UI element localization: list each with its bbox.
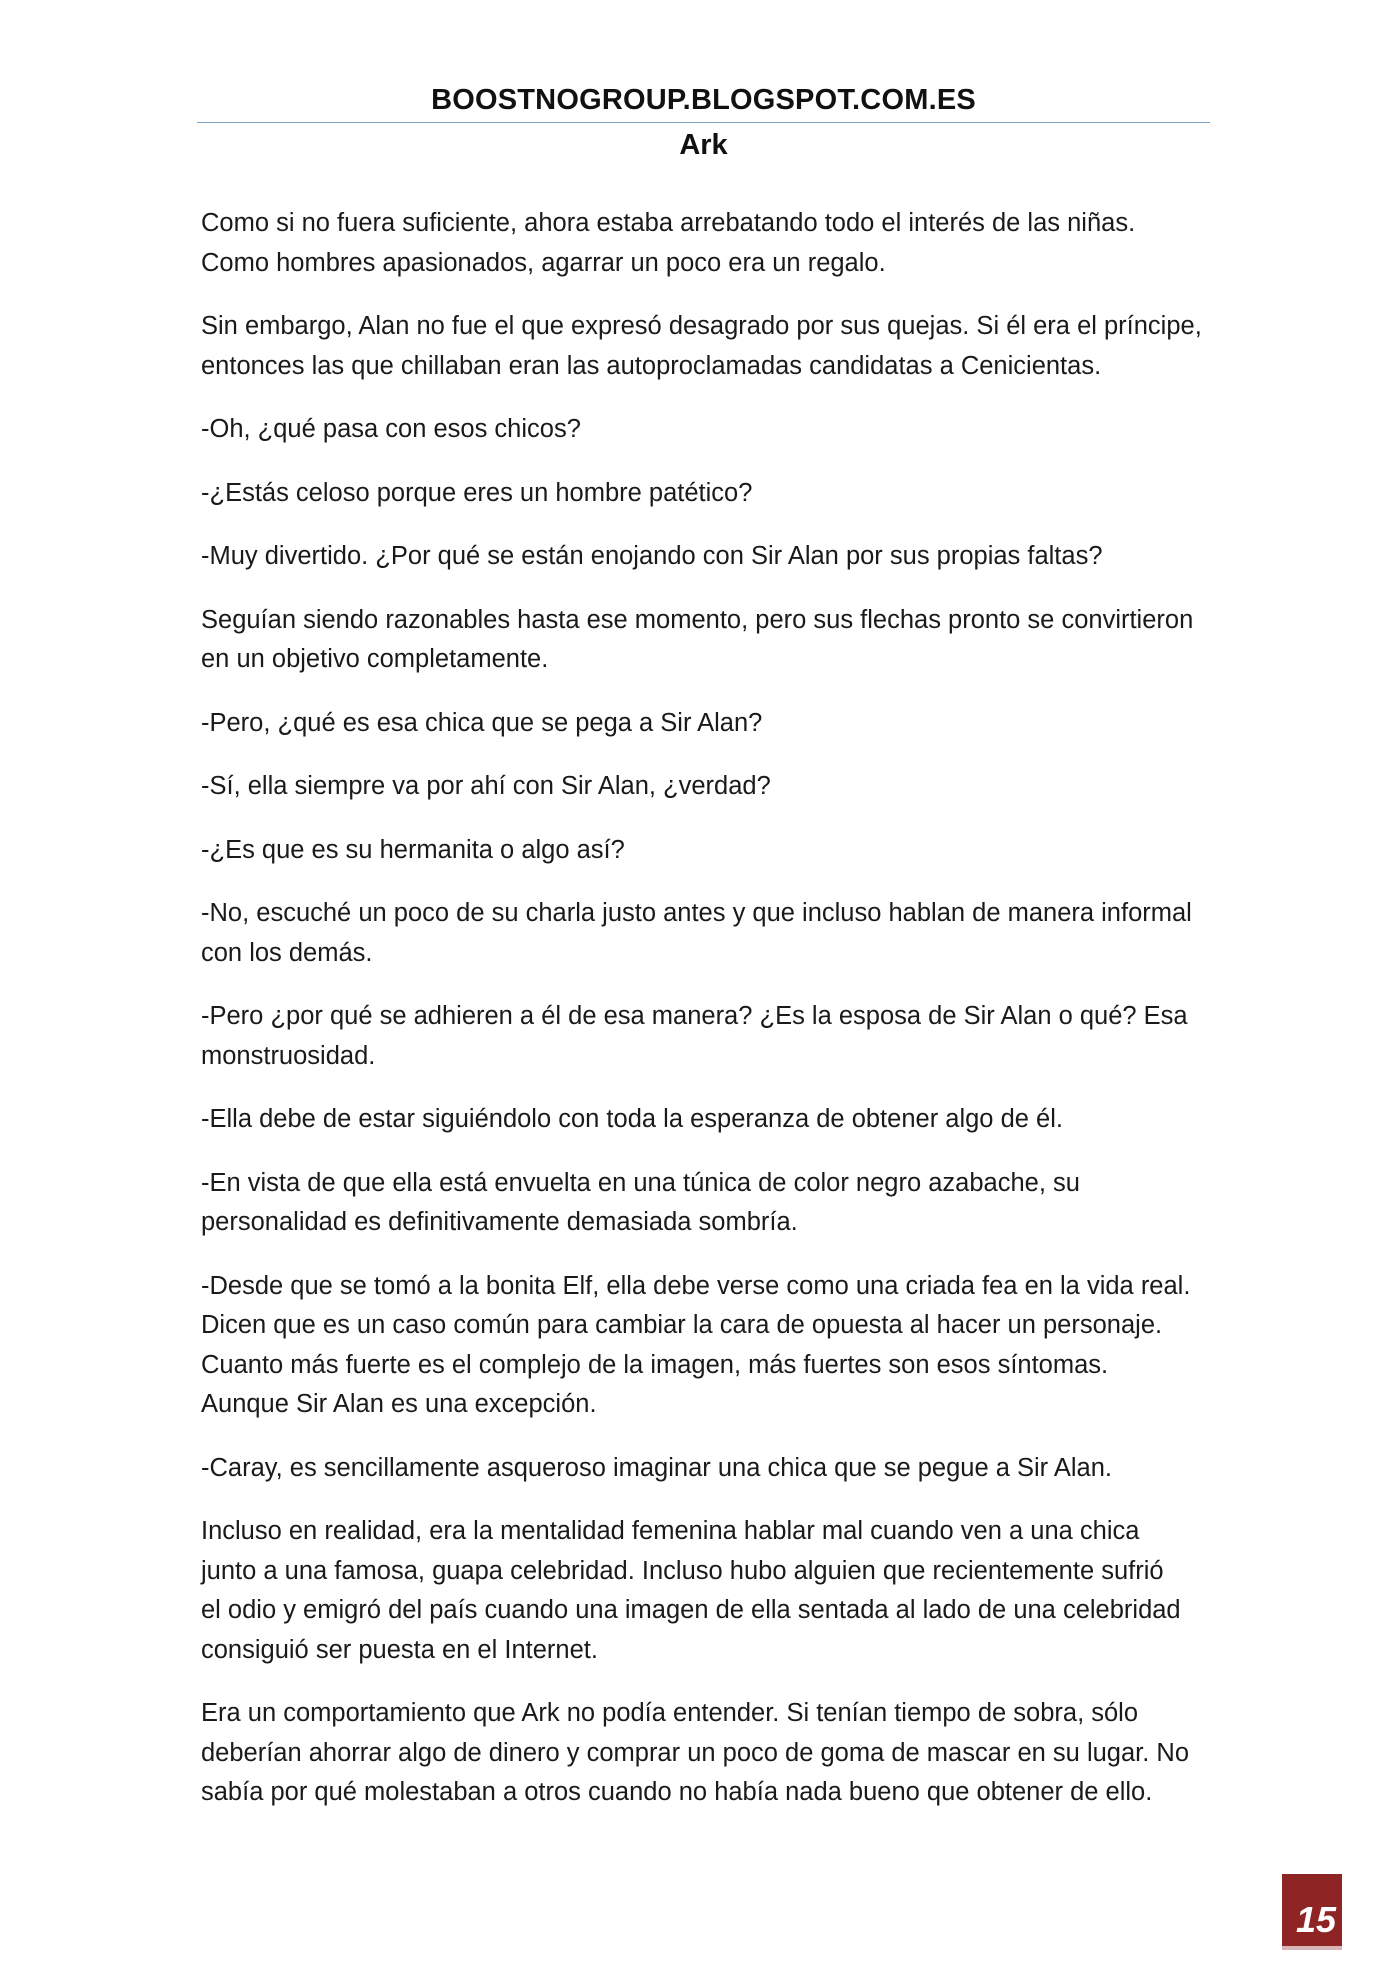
page-number: 15 <box>1295 1899 1336 1940</box>
page-body <box>201 204 1211 1837</box>
paragraph: -Pero, ¿qué es esa chica que se pega a Sir Alan? <box>201 708 763 737</box>
paragraph: -En vista de que ella está envuelta en una túnica de color negro azabache, su personalidad es definitivamente demasiada sombría. <box>201 1168 1080 1236</box>
paragraph: -Oh, ¿qué pasa con esos chicos? <box>201 415 581 443</box>
paragraph: -Pero ¿por qué se adhieren a él de esa manera? ¿Es la esposa de Sir Alan o qué? Esa monstruosidad. <box>201 1002 1188 1070</box>
paragraph: -Muy divertido. ¿Por qué se están enojando con Sir Alan por sus propias faltas? <box>201 542 1103 570</box>
paragraph: -No, escuché un poco de su charla justo antes y que incluso hablan de manera informal con los demás. <box>201 899 1192 967</box>
paragraph: -Desde que se tomó a la bonita Elf, ella debe verse como una criada fea en la vida real. Dicen que es un caso común para cambiar la cara de opuesta al hacer un personaje. Cuanto más fuerte es el complejo de la imagen, más fuertes son esos síntomas. Aunque Sir Alan es una excepción. <box>201 1271 1191 1418</box>
paragraph: -Caray, es sencillamente asqueroso imaginar una chica que se pegue a Sir Alan. <box>201 1453 1112 1482</box>
site-title: BOOSTNOGROUP.BLOGSPOT.COM.ES <box>431 84 976 116</box>
paragraph: -Ella debe de estar siguiéndolo con toda la esperanza de obtener algo de él. <box>201 1105 1063 1133</box>
paragraph: Como si no fuera suficiente, ahora estaba arrebatando todo el interés de las niñas. Como hombres apasionados, agarrar un poco era un regalo. <box>201 209 1136 277</box>
paragraph: Sin embargo, Alan no fue el que expresó desagrado por sus quejas. Si él era el príncipe, entonces las que chillaban eran las autoproclamadas candidatas a Cenicientas. <box>201 312 1202 380</box>
paragraph: -Sí, ella siempre va por ahí con Sir Alan, ¿verdad? <box>201 772 771 800</box>
paragraph: Era un comportamiento que Ark no podía entender. Si tenían tiempo de sobra, sólo deberían ahorrar algo de dinero y comprar un poco de goma de mascar en su lugar. No sabía por qué molestaban a otros cuando no había nada bueno que obtener de ello. <box>201 1699 1190 1806</box>
page-number-badge <box>1282 1874 1342 1950</box>
paragraph: Seguían siendo razonables hasta ese momento, pero sus flechas pronto se convirtieron en un objetivo completamente. <box>201 605 1194 673</box>
paragraph: Incluso en realidad, era la mentalidad femenina hablar mal cuando ven a una chica junto a una famosa, guapa celebridad. Incluso hubo alguien que recientemente sufrió el odio y emigró del país cuando una imagen de ella sentada al lado de una celebridad consiguió ser puesta en el Internet. <box>201 1517 1181 1664</box>
page-header <box>197 82 1210 163</box>
header-divider <box>197 122 1210 123</box>
book-title: Ark <box>679 129 728 161</box>
paragraph: -¿Es que es su hermanita o algo así? <box>201 835 625 864</box>
paragraph: -¿Estás celoso porque eres un hombre patético? <box>201 478 753 507</box>
